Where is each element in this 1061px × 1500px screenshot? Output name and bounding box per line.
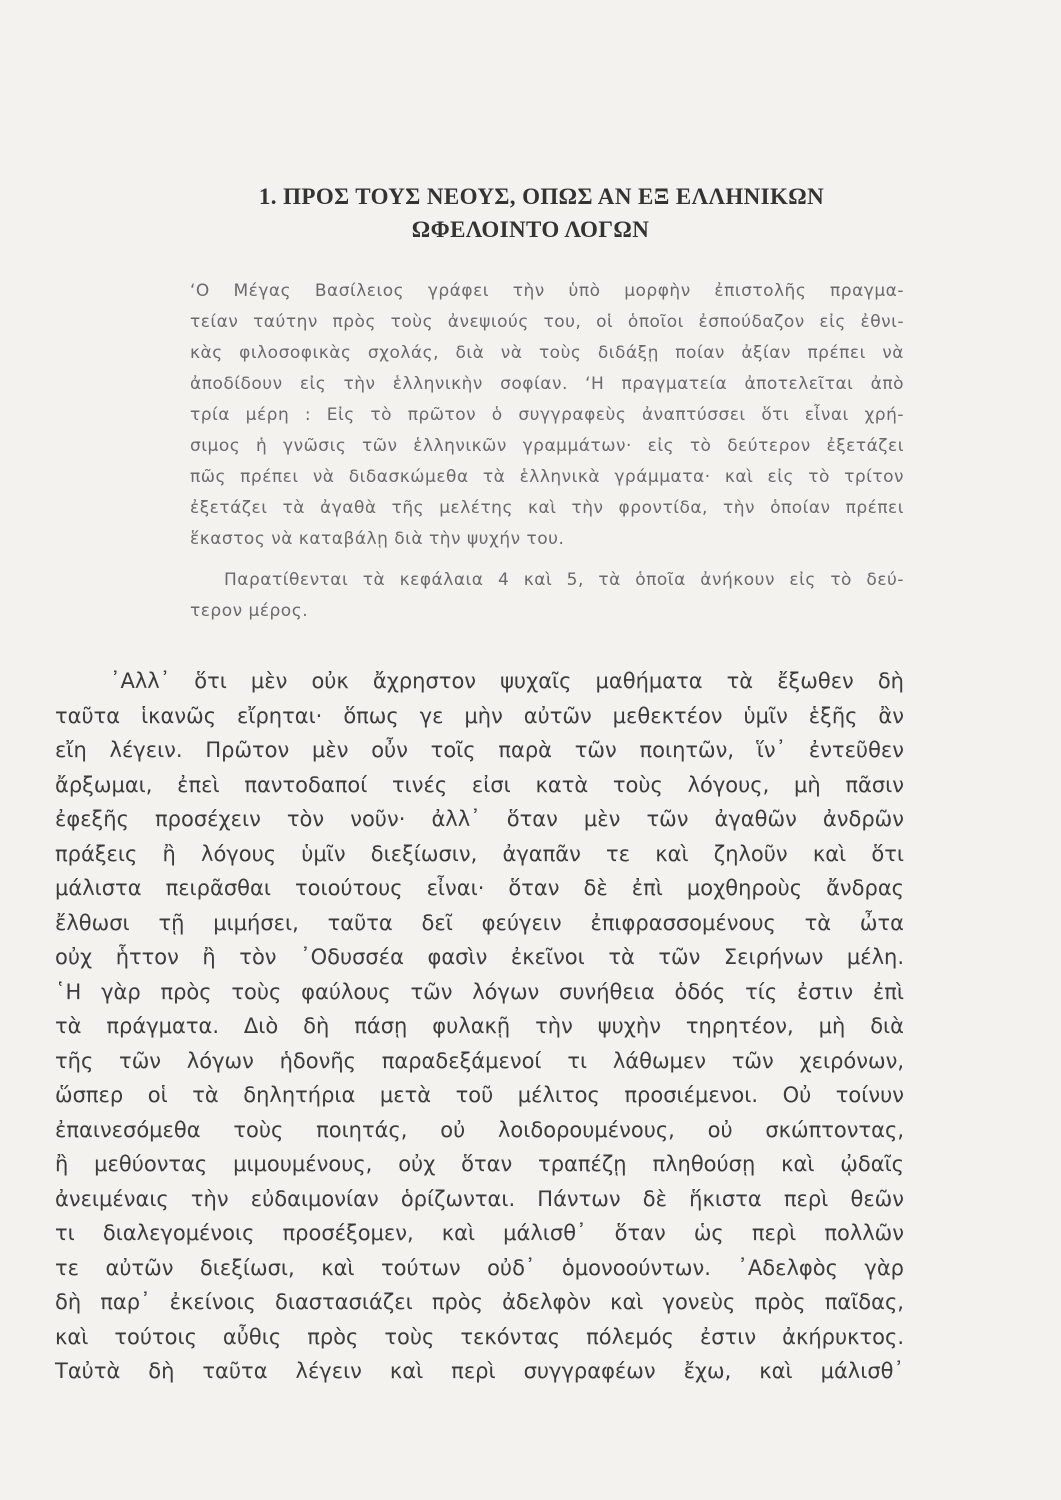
note-line: Παρατίθενται τὰ κεφάλαια 4 καὶ 5, τὰ ὁποῖα ἀνήκουν εἰς τὸ δεύ- — [224, 570, 904, 590]
greek-text-body — [55, 664, 904, 1389]
heading-line-1: 1. ΠΡΟΣ ΤΟΥΣ ΝΕΟΥΣ, ΟΠΩΣ ΑΝ ΕΞ ΕΛΛΗΝΙΚΩΝ — [258, 184, 825, 209]
text-line: ταῦτα ἱκανῶς εἴρηται· ὅπως γε μὴν αὐτῶν μεθεκτέον ὑμῖν ἑξῆς ἂν — [55, 703, 904, 728]
text-line: ἀνειμέναις τὴν εὐδαιμονίαν ὁρίζωνται. Πάντων δὲ ἥκιστα περὶ θεῶν — [55, 1186, 904, 1211]
intro-line: ἐξετάζει τὰ ἀγαθὰ τῆς μελέτης καὶ τὴν φροντίδα, τὴν ὁποίαν πρέπει — [190, 498, 904, 518]
text-line: μάλιστα πειρᾶσθαι τοιούτους εἶναι· ὅταν δὲ ἐπὶ μοχθηροὺς ἄνδρας — [55, 876, 904, 900]
text-line: ᾿Αλλ᾿ ὅτι μὲν οὐκ ἄχρηστον ψυχαῖς μαθήματα τὰ ἔξωθεν δὴ — [110, 669, 904, 693]
intro-line: ἀποδίδουν εἰς τὴν ἑλληνικὴν σοφίαν. ‘Η πραγματεία ἀποτελεῖται ἀπὸ — [190, 374, 904, 394]
text-line: ἔλθωσι τῇ μιμήσει, ταῦτα δεῖ φεύγειν ἐπιφρασσομένους τὰ ὦτα — [55, 910, 904, 935]
text-line: ἐπαινεσόμεθα τοὺς ποιητάς, οὐ λοιδορουμένους, οὐ σκώπτοντας, — [55, 1117, 904, 1142]
text-line: τε αὐτῶν διεξίωσι, καὶ τούτων οὐδ᾿ ὁμονοούντων. ᾿Αδελφὸς γὰρ — [55, 1255, 904, 1280]
text-line: πράξεις ἢ λόγους ὑμῖν διεξίωσιν, ἀγαπᾶν τε καὶ ζηλοῦν καὶ ὅτι — [55, 841, 904, 866]
text-line: τὰ πράγματα. Διὸ δὴ πάσῃ φυλακῇ τὴν ψυχὴν τηρητέον, μὴ διὰ — [55, 1014, 904, 1038]
intro-paragraph — [190, 276, 904, 555]
text-line: καὶ τούτοις αὖθις πρὸς τοὺς τεκόντας πόλεμός ἐστιν ἀκήρυκτος. — [55, 1324, 904, 1349]
text-line: εἴη λέγειν. Πρῶτον μὲν οὖν τοῖς παρὰ τῶν ποιητῶν, ἵν᾿ ἐντεῦθεν — [55, 738, 904, 762]
chapter-heading — [0, 180, 1061, 246]
text-line: Ταὐτὰ δὴ ταῦτα λέγειν καὶ περὶ συγγραφέων ἔχω, καὶ μάλισθ᾿ — [55, 1359, 904, 1383]
text-line: τι διαλεγομένοις προσέξομεν, καὶ μάλισθ᾿ ὅταν ὡς περὶ πολλῶν — [55, 1221, 904, 1245]
intro-line: πῶς πρέπει νὰ διδασκώμεθα τὰ ἑλληνικὰ γράμματα· καὶ εἰς τὸ τρίτον — [190, 467, 904, 487]
note-line: τερον μέρος. — [190, 601, 309, 621]
text-line: δὴ παρ᾿ ἐκείνοις διαστασιάζει πρὸς ἀδελφὸν καὶ γονεὺς πρὸς παῖδας, — [55, 1290, 904, 1314]
note-paragraph — [190, 565, 904, 627]
text-line: ἢ μεθύοντας μιμουμένους, οὐχ ὅταν τραπέζῃ πληθούσῃ καὶ ᾠδαῖς — [55, 1152, 904, 1176]
text-line: οὐχ ἧττον ἢ τὸν ᾿Οδυσσέα φασὶν ἐκεῖνοι τὰ τῶν Σειρήνων μέλη. — [55, 945, 904, 969]
intro-line: κὰς φιλοσοφικὰς σχολάς, διὰ νὰ τοὺς διδάξῃ ποίαν ἀξίαν πρέπει νὰ — [190, 343, 904, 363]
intro-line: σιμος ἡ γνῶσις τῶν ἑλληνικῶν γραμμάτων· εἰς τὸ δεύτερον ἐξετάζει — [190, 436, 904, 456]
text-line: τῆς τῶν λόγων ἡδονῆς παραδεξάμενοί τι λάθωμεν τῶν χειρόνων, — [55, 1048, 904, 1073]
intro-line: τρία μέρη : Εἰς τὸ πρῶτον ὁ συγγραφεὺς ἀναπτύσσει ὅτι εἶναι χρή- — [190, 405, 904, 425]
text-line: ἄρξωμαι, ἐπεὶ παντοδαποί τινές εἰσι κατὰ τοὺς λόγους, μὴ πᾶσιν — [55, 772, 904, 797]
intro-line: ἕκαστος νὰ καταβάλῃ διὰ τὴν ψυχήν του. — [190, 529, 565, 549]
text-line: ἐφεξῆς προσέχειν τὸν νοῦν· ἀλλ᾿ ὅταν μὲν τῶν ἀγαθῶν ἀνδρῶν — [55, 807, 904, 831]
heading-line-2: ΩΦΕΛΟΙΝΤΟ ΛΟΓΩΝ — [411, 217, 650, 242]
intro-line: ‘Ο Μέγας Βασίλειος γράφει τὴν ὑπὸ μορφὴν ἐπιστολῆς πραγμα- — [190, 281, 904, 301]
intro-line: τείαν ταύτην πρὸς τοὺς ἀνεψιούς του, οἱ ὁποῖοι ἐσπούδαζον εἰς ἐθνι- — [190, 312, 904, 332]
text-line: ὥσπερ οἱ τὰ δηλητήρια μετὰ τοῦ μέλιτος προσιέμενοι. Οὐ τοίνυν — [55, 1083, 904, 1107]
text-line: ῾Η γὰρ πρὸς τοὺς φαύλους τῶν λόγων συνήθεια ὁδός τίς ἐστιν ἐπὶ — [55, 979, 904, 1004]
